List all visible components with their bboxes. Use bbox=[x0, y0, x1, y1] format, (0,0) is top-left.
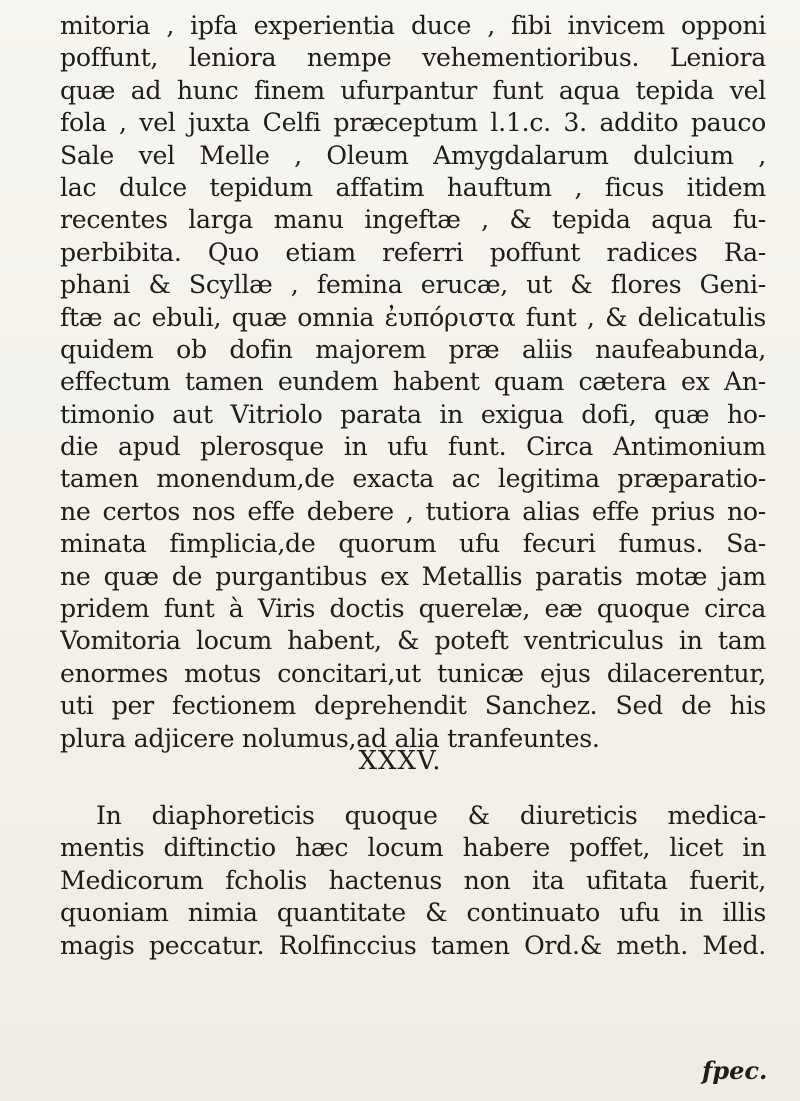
text-line: enormes motus concitari,ut tunicæ ejus dilacerentur, bbox=[60, 658, 766, 688]
text-line: ne certos nos effe debere , tutiora alias effe prius no- bbox=[60, 496, 766, 526]
text-line: quæ ad hunc finem ufurpantur funt aqua tepida vel bbox=[60, 75, 766, 105]
text-line: quoniam nimia quantitate & continuato ufu in illis bbox=[60, 898, 766, 928]
text-line: minata fimplicia,de quorum ufu fecuri fumus. Sa- bbox=[60, 529, 766, 559]
text-line: pridem funt à Viris doctis querelæ, eæ quoque circa bbox=[60, 594, 766, 624]
text-line: timonio aut Vitriolo parata in exigua dofi, quæ ho- bbox=[60, 399, 766, 429]
text-line: effectum tamen eundem habent quam cætera ex An- bbox=[60, 367, 766, 397]
text-line: Medicorum fcholis hactenus non ita ufitata fuerit, bbox=[60, 865, 766, 895]
text-line: plura adjicere nolumus,ad alia tranfeuntes. bbox=[60, 723, 600, 753]
text-line: phani & Scyllæ , femina erucæ, ut & flores Geni- bbox=[60, 270, 766, 300]
text-line: tamen monendum,de exacta ac legitima præparatio- bbox=[60, 464, 766, 494]
text-line: ne quæ de purgantibus ex Metallis paratis motæ jam bbox=[60, 561, 766, 591]
paragraph-2 bbox=[60, 800, 766, 962]
catchword: fpec. bbox=[702, 1056, 768, 1085]
text-line: quidem ob dofin majorem præ aliis naufeabunda, bbox=[60, 334, 766, 364]
text-line: magis peccatur. Rolfinccius tamen Ord.& meth. Med. bbox=[60, 930, 766, 960]
text-line: ftæ ac ebuli, quæ omnia ἐυπόριστα funt , & delicatulis bbox=[60, 302, 766, 332]
text-line: uti per fectionem deprehendit Sanchez. Sed de his bbox=[60, 691, 766, 721]
text-line: Sale vel Melle , Oleum Amygdalarum dulcium , bbox=[60, 140, 766, 170]
text-line: poffunt, leniora nempe vehementioribus. Leniora bbox=[60, 43, 766, 73]
text-line: lac dulce tepidum affatim hauftum , ficus itidem bbox=[60, 172, 766, 202]
text-line: recentes larga manu ingeftæ , & tepida aqua fu- bbox=[60, 205, 766, 235]
text-line: perbibita. Quo etiam referri poffunt radices Ra- bbox=[60, 237, 766, 267]
text-line: Vomitoria locum habent, & poteft ventriculus in tam bbox=[60, 626, 766, 656]
text-line: fola , vel juxta Celfi præceptum l.1.c. 3. addito pauco bbox=[60, 108, 766, 138]
section-heading: XXXV. bbox=[358, 746, 442, 776]
text-line: die apud plerosque in ufu funt. Circa Antimonium bbox=[60, 432, 766, 462]
text-line: In diaphoreticis quoque & diureticis medica- bbox=[96, 801, 766, 830]
paragraph-1 bbox=[60, 10, 766, 755]
text-line: mitoria , ipfa experientia duce , fibi invicem opponi bbox=[60, 11, 766, 40]
text-line: mentis diftinctio hæc locum habere poffet, licet in bbox=[60, 833, 766, 863]
